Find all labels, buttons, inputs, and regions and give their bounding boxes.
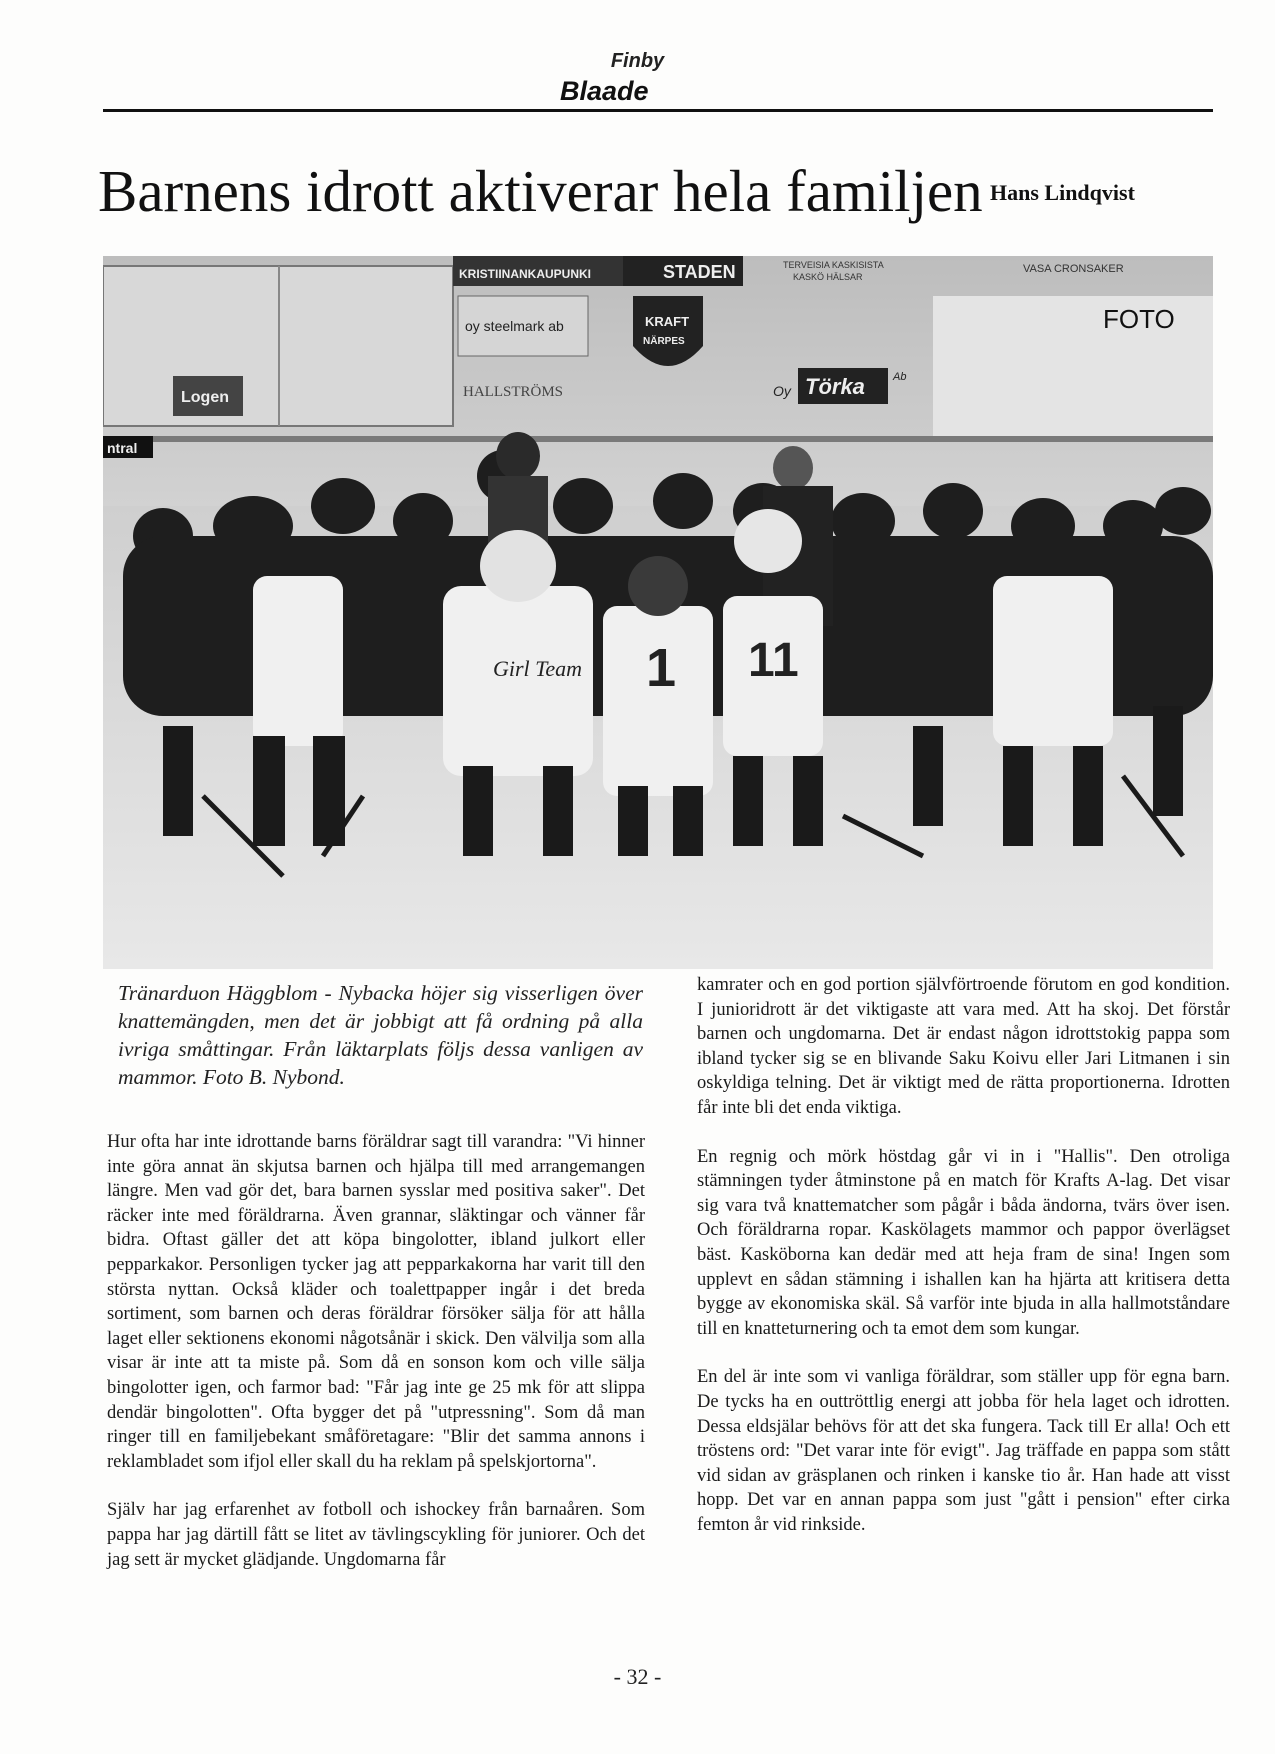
photo-caption: Tränarduon Häggblom - Nybacka höjer sig visserligen över knattemängden, men det är jobbigt att få ordning på alla ivriga småttingar. Från läktarplats följs dessa vanligen av mammor. Foto B. Nybond. [118,981,643,1089]
paragraph: Hur ofta har inte idrottande barns föräldrar sagt till varandra: "Vi hinner inte göra annat än skjutsa barnen och hjälpa till med arrangemangen längre. Men vad gör det, bara barnen sysslar med positiva saker". Det räcker inte med föräldrarna. Även grannar, släktingar och vänner får bidra. Oftast gäller det att köpa bingolotter, ibland julkort eller pepparkakor. Personligen tycker jag att pepparkakorna har varit till den största nyttan. Också kläder och toalettpapper ingår i det breda sortiment, som barnen och deras föräldrar försöker sälja för att hålla laget eller sektionens ekonomi någotsånär i skick. Den välvilja som alla visar är inte att ta miste på. Som då en sonson kom och ville sälja bingolotter igen, och farmor bad: "Får jag inte ge 25 mk för att slippa dendär bingolotten". Ofta bygger det på "utpressning". Som då man ringer till en familjebekant småföretagare: "Blir det samma annons i reklambladet som ifjol eller skall du ha reklam på spelskjortorna". [107,1132,645,1472]
masthead-finby: Finby [610,50,665,72]
sign-narpes: NÄRPES [643,336,685,347]
article-headline: Barnens idrott aktiverar hela familjen [98,158,983,224]
article-byline: Hans Lindqvist [990,180,1135,205]
sign-steelmark: oy steelmark ab [465,318,564,334]
sign-logen: Logen [181,389,229,406]
sign-terveisia: TERVEISIA KASKISISTA [783,260,884,270]
sign-staden: STADEN [663,262,736,282]
sign-kristinankaupunki: KRISTIINANKAUPUNKI [459,267,591,281]
article-column-left [107,1130,645,1572]
paragraph: En regnig och mörk höstdag går vi in i "Hallis". Den otroliga stämningen tyder åtminstone på en match för Krafts A-lag. Det visar sig vara två knattematcher som pågår i båda ändorna, tvärs över isen. Och föräldrarna ropar. Kaskölagets mammor och pappor överlägset bäst. Kasköborna kan dedär med att heja fram de sina! Ingen som upplevt en sådan stämning i ishallen kan ha hjärta att kritisera detta bygge av ekonomiska skäl. Så varför inte bjuda in alla hallmotståndare till en knatteturnering och ta emot dem som kungar. [697,1146,1230,1339]
jersey-number-11: 11 [748,634,799,687]
sign-kasko: KASKÖ HÄLSAR [793,272,863,282]
jersey-girl-team: Girl Team [493,656,583,681]
sign-ntral: ntral [107,440,138,456]
sign-ab: Ab [893,371,907,383]
masthead-rule [103,109,1213,112]
paragraph: En del är inte som vi vanliga föräldrar, som ställer upp för egna barn. De tycks ha en outtröttlig energi att jobba för hela laget och idrotten. Dessa eldsjälar behövs för att det ska fungera. Tack till Er alla! Och ett tröstens ord: "Det varar inte för evigt". Jag träffade en pappa som stått vid sidan av gräsplanen och rinken i kanske tio år. Han hade att visst hopp. Det var en annan pappa som just "gått i pension" efter cirka femton år vid rinkside. [697,1367,1230,1535]
sign-hallstroms: HALLSTRÖMS [463,384,564,400]
paragraph: Själv har jag erfarenhet av fotboll och ishockey från barnaåren. Som pappa har jag därtill fått se litet av tävlingscykling för juniorer. Och det jag sett är mycket glädjande. Ungdomarna får [107,1500,645,1570]
jersey-number-1: 1 [646,638,677,698]
article-column-right [697,973,1230,1537]
hockey-photo [103,256,1213,969]
paragraph: kamrater och en god portion självförtroende förutom en god kondition. I junioridrott är det viktigaste att vara med. Att ha skoj. Det förstår barnen och ungdomarna. Det är endast någon idrottstokig pappa som ibland tycker sig se en blivande Saku Koivu eller Jari Litmanen i sin oskyldiga telning. Det är viktigt med de rätta proportionerna. Idrotten får inte bli det enda viktiga. [697,975,1230,1118]
masthead-blaade: Blaade [560,76,649,106]
sign-foto: FOTO [1103,304,1175,334]
sign-torka: Törka [805,374,865,399]
hockey-photo-illustration [103,256,1213,969]
sign-kraft: KRAFT [645,314,690,329]
page-number: - 32 - [613,1664,662,1689]
sign-vasa: VASA CRONSAKER [1023,263,1124,275]
sign-oy: Oy [773,383,791,399]
